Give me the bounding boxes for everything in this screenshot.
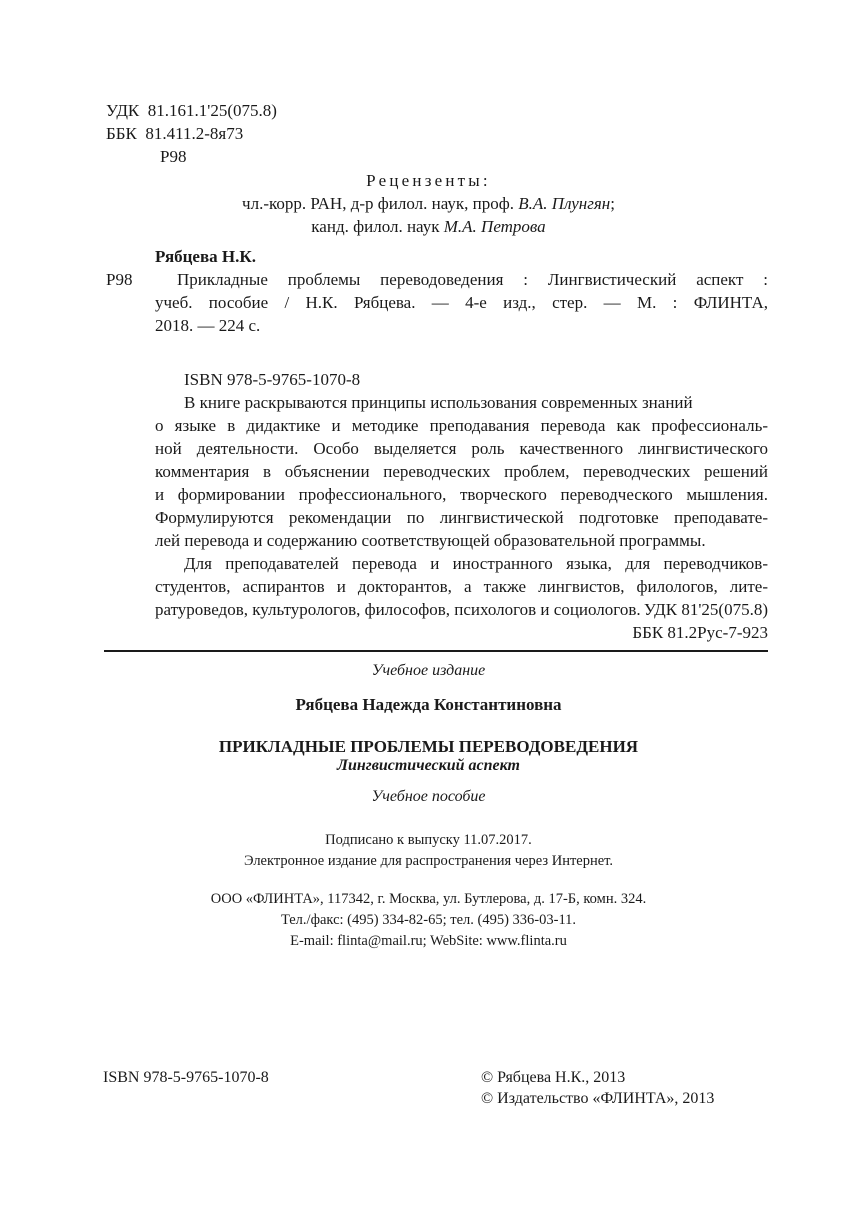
reviewers-heading: Рецензенты: bbox=[366, 171, 491, 190]
bbk-label: ББК bbox=[106, 124, 137, 143]
audience-line: студентов, аспирантов и докторантов, а также лингвистов, филологов, лите- bbox=[155, 577, 768, 596]
reviewer-2-name: М.А. Петрова bbox=[443, 217, 546, 236]
abstract bbox=[155, 391, 768, 621]
abstract-line: и формировании профессионального, творческого переводческого мышления. bbox=[155, 485, 768, 504]
signed-date: Подписано к выпуску 11.07.2017. bbox=[325, 832, 532, 848]
entry-line-3: 2018. — 224 с. bbox=[155, 316, 261, 335]
udk-value: 81.161.1'25(075.8) bbox=[147, 101, 277, 120]
bbk-line bbox=[106, 122, 243, 145]
abstract-line: В книге раскрываются принципы использования современных знаний bbox=[184, 393, 693, 412]
copyright-author: © Рябцева Н.К., 2013 bbox=[481, 1069, 626, 1086]
book-title: ПРИКЛАДНЫЕ ПРОБЛЕМЫ ПЕРЕВОДОВЕДЕНИЯ bbox=[218, 737, 639, 756]
abstract-line: ной деятельности. Особо выделяется роль качественного лингвистического bbox=[155, 439, 768, 458]
reviewer-2-prefix: канд. филол. наук bbox=[311, 217, 440, 236]
entry-description bbox=[155, 268, 768, 337]
abstract-line: о языке в дидактике и методике преподавания перевода как профессиональ- bbox=[155, 416, 768, 435]
audience-line: ратуроведов, культурологов, философов, психологов и социологов. bbox=[155, 600, 641, 619]
reviewer-1-prefix: чл.-корр. РАН, д-р филол. наук, проф. bbox=[242, 194, 515, 213]
publisher-address: ООО «ФЛИНТА», 117342, г. Москва, ул. Бутлерова, д. 17-Б, комн. 324. bbox=[210, 891, 647, 907]
book-subtitle: Лингвистический аспект bbox=[337, 757, 520, 774]
reviewer-1 bbox=[0, 192, 857, 215]
divider-line bbox=[104, 650, 768, 652]
copyright-publisher: © Издательство «ФЛИНТА», 2013 bbox=[481, 1090, 715, 1107]
abstract-udk: УДК 81'25(075.8) bbox=[643, 600, 768, 619]
udk-line bbox=[106, 99, 277, 122]
footer-isbn: ISBN 978-5-9765-1070-8 bbox=[103, 1069, 269, 1086]
reviewer-2 bbox=[0, 215, 857, 238]
author-full-name: Рябцева Надежда Константиновна bbox=[295, 695, 562, 714]
entry-isbn: ISBN 978-5-9765-1070-8 bbox=[184, 370, 361, 389]
edition-type: Учебное издание bbox=[371, 662, 486, 679]
abstract-line: комментария в объяснении переводческих проблем, переводческих решений bbox=[155, 462, 768, 481]
entry-author: Рябцева Н.К. bbox=[155, 247, 256, 266]
entry-mark: Р98 bbox=[106, 270, 133, 289]
publisher-phone: Тел./факс: (495) 334-82-65; тел. (495) 336-03-11. bbox=[280, 912, 577, 928]
audience-line: Для преподавателей перевода и иностранного языка, для переводчиков- bbox=[184, 554, 768, 573]
udk-label: УДК bbox=[106, 101, 140, 120]
reviewer-1-suffix: ; bbox=[610, 194, 615, 213]
abstract-line: лей перевода и содержанию соответствующей образовательной программы. bbox=[155, 531, 706, 550]
bbk-value: 81.411.2-8я73 bbox=[145, 124, 244, 143]
reviewer-1-name: В.А. Плунгян bbox=[518, 194, 611, 213]
entry-line-2: учеб. пособие / Н.К. Рябцева. — 4-е изд., стер. — М. : ФЛИНТА, bbox=[155, 293, 768, 312]
entry-line-1: Прикладные проблемы переводоведения : Лингвистический аспект : bbox=[177, 270, 768, 289]
abstract-line: Формулируются рекомендации по лингвистической подготовке преподавате- bbox=[155, 508, 768, 527]
publisher-contacts: E-mail: flinta@mail.ru; WebSite: www.flinta.ru bbox=[290, 933, 567, 949]
author-mark: Р98 bbox=[160, 147, 187, 166]
electronic-note: Электронное издание для распространения через Интернет. bbox=[243, 853, 614, 869]
book-type: Учебное пособие bbox=[371, 788, 486, 805]
abstract-bbk: ББК 81.2Рус-7-923 bbox=[632, 623, 768, 642]
